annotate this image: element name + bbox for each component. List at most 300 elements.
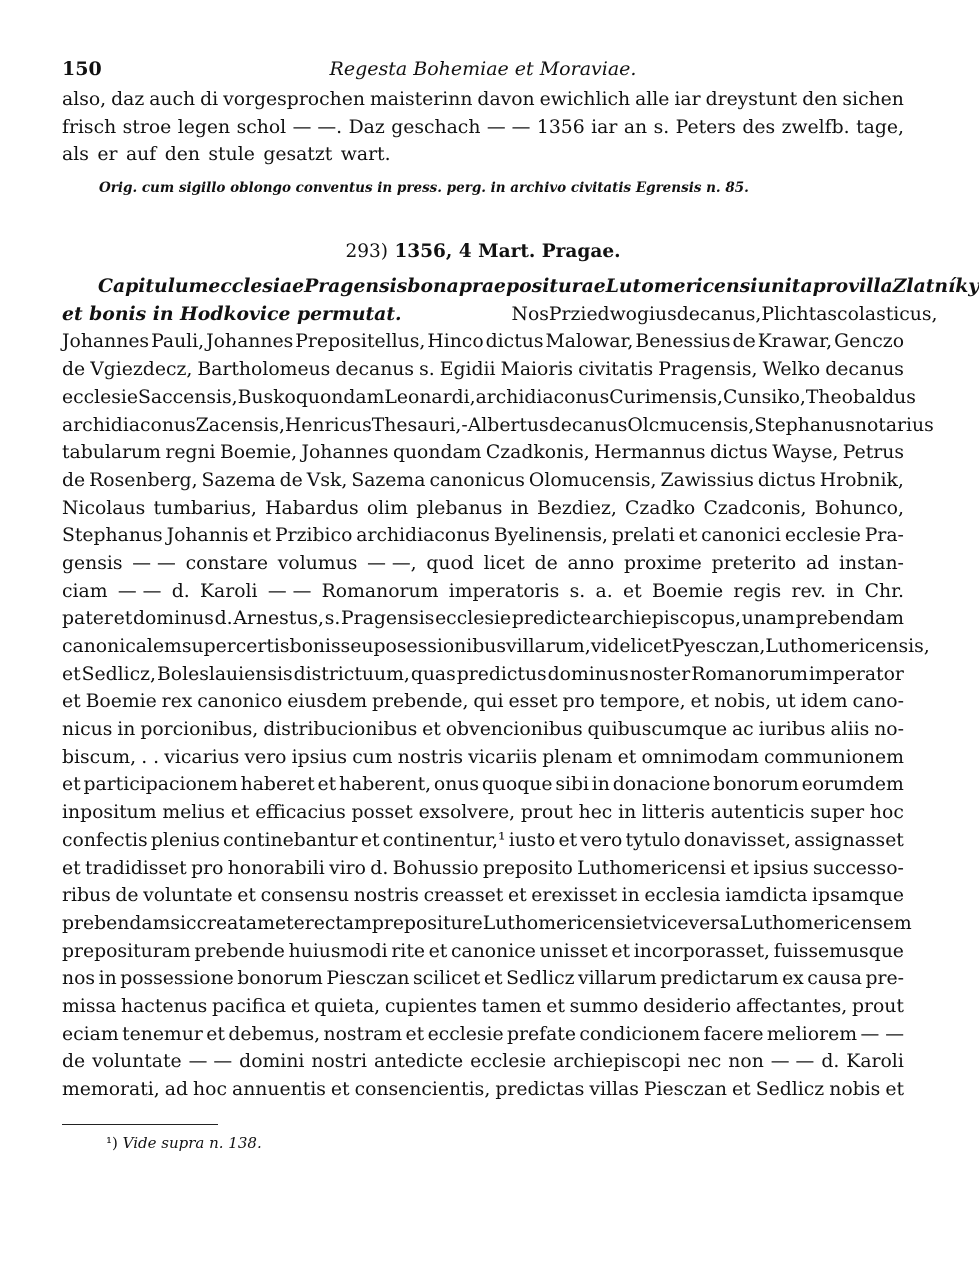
word: anno bbox=[567, 552, 615, 574]
word: auch bbox=[149, 89, 196, 110]
word: decanus, bbox=[676, 303, 762, 325]
word: sic bbox=[170, 912, 197, 934]
word: in bbox=[117, 719, 136, 741]
word: cupientes bbox=[384, 995, 477, 1017]
word: rex bbox=[161, 691, 193, 713]
word: pro bbox=[191, 857, 224, 879]
word: certis bbox=[235, 636, 290, 657]
word: Maioris bbox=[500, 359, 573, 381]
word: Thesauri, bbox=[371, 414, 462, 436]
word: s. bbox=[569, 580, 586, 602]
word: also, bbox=[62, 89, 107, 110]
word: alle bbox=[635, 89, 670, 110]
word: biscum, bbox=[62, 746, 137, 768]
text-line bbox=[62, 855, 904, 883]
word: vero bbox=[244, 746, 287, 768]
word: Rosenberg, bbox=[89, 469, 198, 491]
word: archidiaconus bbox=[62, 414, 196, 436]
word: Vgiezdecz, bbox=[90, 359, 193, 381]
word: et bbox=[546, 995, 565, 1017]
word: Prziedwogius bbox=[548, 303, 677, 325]
word: in bbox=[510, 497, 529, 519]
word: . . bbox=[141, 746, 160, 768]
word: Pragensis, bbox=[658, 359, 758, 381]
word: archiepiscopi bbox=[553, 1051, 681, 1073]
word: Welko bbox=[762, 359, 821, 381]
word: di bbox=[200, 89, 219, 110]
word: canonicalem bbox=[62, 636, 182, 657]
word: nostri bbox=[311, 1051, 367, 1073]
word: prelati bbox=[611, 525, 675, 547]
word: obvencionibus bbox=[445, 719, 583, 741]
word: den bbox=[802, 89, 838, 110]
word: davon bbox=[477, 89, 535, 110]
text-line bbox=[62, 633, 930, 661]
document-page bbox=[62, 52, 979, 1155]
word: hec bbox=[578, 802, 613, 824]
word: annuentis bbox=[232, 1079, 326, 1100]
word: ecclesie bbox=[427, 1023, 504, 1045]
word: et bbox=[360, 829, 380, 851]
word: voluntate bbox=[143, 885, 233, 907]
word: stroe bbox=[122, 116, 172, 138]
word: de bbox=[62, 1051, 86, 1073]
word: d. bbox=[214, 608, 233, 630]
entry-date-place: 1356, 4 Mart. Pragae. bbox=[394, 241, 621, 263]
word: seu bbox=[340, 636, 374, 657]
word: regni bbox=[165, 442, 216, 464]
word: imperatoris bbox=[448, 580, 560, 602]
word: haberet bbox=[240, 774, 315, 796]
word: praepositurae bbox=[458, 275, 606, 298]
word: quod bbox=[426, 552, 474, 574]
word: instan- bbox=[838, 552, 904, 574]
word: bonorum bbox=[713, 774, 799, 796]
word: Olomucensis, bbox=[528, 469, 657, 491]
text-line bbox=[62, 495, 904, 523]
word: domini bbox=[239, 1051, 305, 1073]
word: plebanus bbox=[416, 497, 503, 519]
word: ut bbox=[776, 691, 796, 713]
word: possessione bbox=[120, 968, 234, 990]
word: Arnestus, bbox=[233, 608, 324, 630]
word: communionem bbox=[763, 746, 904, 768]
word: et bbox=[252, 525, 272, 547]
word: Byelinensis, bbox=[493, 525, 608, 547]
text-line bbox=[62, 114, 904, 142]
word: ipsius bbox=[291, 746, 348, 768]
word: et bbox=[62, 691, 81, 713]
word: Pyesczan, bbox=[671, 636, 766, 657]
word: Hrobnik, bbox=[819, 469, 904, 491]
word: imperator bbox=[808, 663, 904, 685]
word: de bbox=[534, 552, 558, 574]
text-line bbox=[62, 86, 904, 114]
word: ewichlich bbox=[539, 89, 631, 110]
word: prebende bbox=[194, 940, 285, 962]
word: ecclesie bbox=[470, 1051, 547, 1073]
word: vicariis bbox=[468, 746, 538, 768]
word: et bbox=[317, 774, 337, 796]
word: rite bbox=[391, 940, 425, 962]
word: ac bbox=[731, 719, 754, 741]
word: constare bbox=[185, 552, 269, 574]
text-line bbox=[62, 1021, 904, 1049]
word: — — bbox=[770, 1051, 815, 1073]
word: in bbox=[591, 774, 610, 796]
word: Egidii bbox=[439, 359, 496, 381]
word: omnimodam bbox=[641, 746, 759, 768]
word: cum bbox=[352, 746, 393, 768]
word: causa bbox=[807, 968, 862, 990]
word: sichen bbox=[842, 89, 904, 110]
word: — — bbox=[132, 552, 176, 574]
word: zwelfb. bbox=[781, 116, 850, 138]
word: melius bbox=[162, 802, 225, 824]
text-line bbox=[62, 356, 904, 384]
word: Czadko bbox=[625, 497, 696, 519]
word: bona bbox=[407, 275, 459, 298]
word: nostris bbox=[397, 746, 463, 768]
word: Zlatníky bbox=[892, 275, 979, 298]
word: plenius bbox=[150, 829, 220, 851]
word: preposituram bbox=[62, 940, 191, 962]
word: honorabili bbox=[227, 857, 325, 879]
word: quondam bbox=[295, 386, 385, 408]
word: villarum, bbox=[506, 636, 591, 657]
word: prebendam bbox=[795, 608, 904, 630]
word: facere bbox=[703, 1023, 764, 1045]
word: archidiaconus bbox=[475, 386, 610, 408]
word: viceversa bbox=[650, 912, 740, 934]
word: Benessius bbox=[635, 331, 731, 353]
word: unisset bbox=[539, 940, 608, 962]
word: bonorum bbox=[237, 968, 323, 990]
summary-line-1 bbox=[62, 273, 979, 301]
word: de bbox=[62, 359, 86, 381]
word: Boleslauiensis bbox=[156, 663, 293, 685]
word: Vsk, bbox=[306, 469, 348, 491]
word: in bbox=[618, 802, 637, 824]
word: viro bbox=[329, 857, 366, 879]
word: ipsamque bbox=[812, 885, 904, 907]
word: Theobaldus bbox=[805, 386, 916, 408]
word: ecclesie bbox=[62, 386, 139, 408]
word: iusto bbox=[508, 829, 556, 851]
word: Karoli bbox=[846, 1051, 904, 1073]
word: donavisset, bbox=[683, 829, 791, 851]
word: nos bbox=[62, 968, 96, 990]
word: s. bbox=[419, 359, 435, 381]
page-header bbox=[62, 52, 904, 86]
word: Henricus bbox=[284, 414, 372, 436]
word: Stephanus bbox=[62, 525, 163, 547]
word: d. bbox=[171, 580, 190, 602]
word: regis bbox=[733, 580, 782, 602]
entry-heading bbox=[62, 238, 904, 265]
word: rev. bbox=[791, 580, 826, 602]
word: Stephanus bbox=[754, 414, 855, 436]
word: dreystunt bbox=[705, 89, 798, 110]
word: assignasset bbox=[794, 829, 904, 851]
word: daz bbox=[111, 89, 145, 110]
text-line bbox=[62, 993, 904, 1021]
word: tenemur bbox=[122, 1023, 203, 1045]
word: summo bbox=[569, 995, 639, 1017]
word: civitatis bbox=[578, 359, 654, 381]
word: tempore, bbox=[599, 691, 686, 713]
word: creasset bbox=[423, 885, 504, 907]
word: tage, bbox=[856, 116, 904, 138]
word: et bbox=[690, 691, 710, 713]
word: Bartholomeus bbox=[197, 359, 331, 381]
word: affectantes, bbox=[735, 995, 848, 1017]
word: Romanorum bbox=[691, 663, 808, 685]
word: — — bbox=[486, 116, 531, 138]
word: et bbox=[330, 1079, 350, 1100]
word: Sedlicz bbox=[506, 968, 575, 990]
word: Capitulum bbox=[98, 275, 209, 298]
word: Plichta bbox=[761, 303, 828, 325]
word: dominus bbox=[547, 663, 629, 685]
text-line bbox=[62, 439, 904, 467]
word: Luthomericensem bbox=[740, 912, 912, 934]
word: — —. bbox=[292, 116, 343, 138]
word: quoque bbox=[481, 774, 553, 796]
word: Johannes bbox=[301, 442, 389, 464]
word: nicus bbox=[62, 719, 113, 741]
word: Wayse, bbox=[772, 442, 839, 464]
word: et bbox=[428, 940, 448, 962]
word: in bbox=[836, 580, 855, 602]
word: Hermannus bbox=[594, 442, 706, 464]
word: unita bbox=[757, 275, 813, 298]
word: continebantur bbox=[223, 829, 358, 851]
word: Pragensis bbox=[304, 275, 408, 298]
word: decanus bbox=[335, 359, 415, 381]
word: scilicet bbox=[413, 968, 481, 990]
word: Saccensis, bbox=[138, 386, 238, 408]
text-line bbox=[62, 412, 934, 440]
word: et bbox=[617, 746, 637, 768]
word: tumbarius, bbox=[153, 497, 257, 519]
word: hoc bbox=[193, 1079, 227, 1100]
entry-number: 293) bbox=[345, 241, 388, 263]
word: archidiaconus bbox=[356, 525, 490, 547]
word: nobis, bbox=[714, 691, 772, 713]
word: Karoli bbox=[199, 580, 258, 602]
word: nobis bbox=[829, 1079, 881, 1100]
word: tamen bbox=[481, 995, 542, 1017]
word: ciam bbox=[62, 580, 108, 602]
word: prepositure bbox=[371, 912, 483, 934]
word: vicarius bbox=[164, 746, 240, 768]
word: pro bbox=[812, 275, 849, 298]
word: noster bbox=[629, 663, 691, 685]
word: licet bbox=[483, 552, 525, 574]
word: consensu bbox=[260, 885, 350, 907]
word: eiusdem bbox=[287, 691, 368, 713]
word: schol bbox=[236, 116, 287, 138]
word: cano- bbox=[852, 691, 904, 713]
text-line bbox=[62, 578, 904, 606]
word: erectam bbox=[293, 912, 372, 934]
word: Sedlicz, bbox=[81, 663, 157, 685]
text-line bbox=[62, 716, 904, 744]
word: canonico bbox=[197, 691, 283, 713]
word: posessionibus bbox=[373, 636, 507, 657]
word: pro bbox=[562, 691, 595, 713]
word: Krawar, bbox=[757, 331, 833, 353]
word: quas bbox=[410, 663, 456, 685]
original-source-note: Orig. cum sigillo oblongo conventus in press. perg. in archivo civitatis Egrensis n. 85. bbox=[99, 180, 749, 197]
word: notarius bbox=[854, 414, 934, 436]
text-line bbox=[62, 550, 904, 578]
word: qui bbox=[473, 691, 504, 713]
word: legen bbox=[177, 116, 231, 138]
word: prefate bbox=[507, 1023, 576, 1045]
word: unam bbox=[741, 608, 795, 630]
word: antedicte bbox=[373, 1051, 464, 1073]
word: er bbox=[97, 144, 118, 166]
word: Lutomericensi bbox=[605, 275, 758, 298]
word: Bezdiez, bbox=[536, 497, 617, 519]
word: condicionem bbox=[579, 1023, 701, 1045]
word: et bbox=[622, 580, 642, 602]
word: bonis bbox=[289, 636, 341, 657]
word: iar bbox=[674, 89, 701, 110]
word: Petrus bbox=[842, 442, 904, 464]
word: hoc bbox=[869, 802, 904, 824]
word: et bbox=[274, 912, 294, 934]
word: dictus bbox=[709, 442, 768, 464]
word: sibi bbox=[555, 774, 589, 796]
word: vorgesprochen bbox=[223, 89, 365, 110]
word: olim bbox=[366, 497, 408, 519]
text-line bbox=[62, 384, 916, 412]
word: esset bbox=[508, 691, 558, 713]
word: et bbox=[62, 857, 81, 879]
word: prebende, bbox=[372, 691, 469, 713]
word: et bbox=[422, 719, 441, 741]
word: Malowar, bbox=[545, 331, 634, 353]
word: Nos bbox=[511, 303, 549, 325]
word: prout bbox=[851, 995, 904, 1017]
word: canonice bbox=[451, 940, 536, 962]
word: erexisset bbox=[531, 885, 617, 907]
word: non bbox=[728, 1051, 764, 1073]
word: Pra- bbox=[864, 525, 904, 547]
text-line bbox=[62, 1048, 904, 1076]
word: no- bbox=[874, 719, 904, 741]
word: iuribus bbox=[758, 719, 826, 741]
previous-entry-text bbox=[62, 86, 904, 141]
word: litteris bbox=[642, 802, 705, 824]
word: idem bbox=[800, 691, 848, 713]
word: nostram bbox=[323, 1023, 403, 1045]
text-line bbox=[62, 1076, 904, 1104]
word: geschach bbox=[391, 116, 481, 138]
word: tradidisset bbox=[85, 857, 187, 879]
word: pacifica bbox=[212, 995, 287, 1017]
word: nostris bbox=[353, 885, 419, 907]
word: Luthomericensis, bbox=[765, 636, 930, 657]
word: preterito bbox=[711, 552, 797, 574]
word: Sazema bbox=[201, 469, 276, 491]
word: Piesczan bbox=[326, 968, 410, 990]
word: autenticis bbox=[710, 802, 805, 824]
word: — —, bbox=[367, 552, 417, 574]
word: et bbox=[405, 1023, 425, 1045]
text-line bbox=[62, 661, 904, 689]
word: Leonardi, bbox=[384, 386, 476, 408]
word: gesatzt bbox=[263, 144, 333, 166]
word: Habardus bbox=[265, 497, 359, 519]
word: in bbox=[98, 968, 117, 990]
footnote-text: Vide supra n. 138. bbox=[122, 1133, 262, 1152]
word: Luthomericensi bbox=[577, 857, 726, 879]
word: hactenus bbox=[121, 995, 208, 1017]
word: Peters bbox=[675, 116, 736, 138]
word: Boemie bbox=[651, 580, 724, 602]
word: porcionibus, bbox=[140, 719, 259, 741]
word: -Albertus bbox=[461, 414, 549, 436]
text-line bbox=[62, 605, 904, 633]
word: dictus bbox=[757, 469, 816, 491]
word: nec bbox=[687, 1051, 722, 1073]
word: et bbox=[631, 912, 651, 934]
word: an bbox=[623, 116, 648, 138]
word: predictarum bbox=[660, 968, 779, 990]
word: decanus bbox=[548, 414, 628, 436]
word: memorati, bbox=[62, 1079, 160, 1100]
word: auf bbox=[125, 144, 157, 166]
word: et bbox=[483, 968, 503, 990]
word: super bbox=[181, 636, 236, 657]
word: canonici bbox=[701, 525, 781, 547]
word: missa bbox=[62, 995, 117, 1017]
word: pater bbox=[62, 608, 113, 630]
word: predicte bbox=[511, 608, 592, 630]
word: et bbox=[558, 829, 578, 851]
word: prout bbox=[520, 802, 573, 824]
word: Chr. bbox=[864, 580, 904, 602]
word: donacione bbox=[612, 774, 711, 796]
word: Pragensis bbox=[341, 608, 435, 630]
word: Boemie, bbox=[219, 442, 298, 464]
word: decanus bbox=[825, 359, 904, 381]
word: pre- bbox=[865, 968, 904, 990]
word: 1356 bbox=[536, 116, 585, 138]
word: quibuscumque bbox=[587, 719, 728, 741]
word: Czadconis, bbox=[703, 497, 807, 519]
word: Zawissius bbox=[660, 469, 754, 491]
footnote-separator bbox=[62, 1124, 218, 1125]
word: Pauli, bbox=[151, 331, 205, 353]
word: d. bbox=[370, 857, 389, 879]
previous-entry-last-line bbox=[62, 141, 904, 169]
word: — — bbox=[860, 1023, 904, 1045]
word: et bbox=[206, 1023, 225, 1045]
word: tytulo bbox=[625, 829, 681, 851]
word: meliorem bbox=[766, 1023, 858, 1045]
word: ecclesie bbox=[784, 525, 861, 547]
word: de bbox=[115, 885, 139, 907]
word: preposito bbox=[482, 857, 573, 879]
word: consencientis, bbox=[354, 1079, 491, 1100]
word: districtuum, bbox=[293, 663, 410, 685]
word: Prepositellus, bbox=[295, 331, 426, 353]
